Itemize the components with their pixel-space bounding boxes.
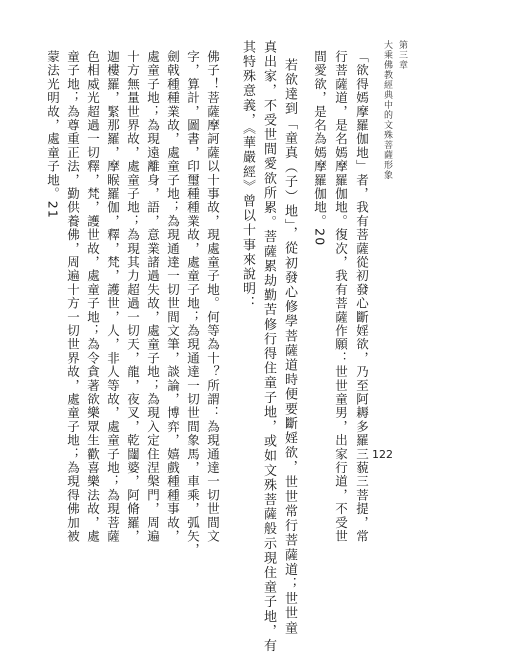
- sutra-line: 蒙法光明故，處童子地。21: [45, 50, 61, 220]
- sutra-line: 迦樓羅，緊那羅，摩睺羅伽，釋，梵，護世，人，非人等故，處童子地；為現菩薩: [105, 50, 121, 544]
- sutra-line: 劍戟種種業故，處童子地；為現通達一切世間文筆，談論，博弈，嬉戲種種事故，: [165, 50, 181, 544]
- body-line: 其特殊意義，《華嚴經》曾以十事來說明：: [240, 40, 255, 311]
- page-number: 122: [372, 448, 393, 461]
- sutra-line: 色相威光超過一切釋，梵，護世故，處童子地；為令貪著欲樂眾生歡喜樂法故，處: [85, 50, 101, 544]
- sutra-line: 字，算計，圖書，印璽種種業故，處童子地；為現通達一切世間象馬，車乘，弧矢，: [185, 50, 201, 557]
- sutra-line: 十方無量世界故，處童子地；為現其力超過一切天，龍，夜叉，乾闥婆，阿脩羅，: [125, 50, 141, 544]
- quote-line: 間愛欲，是名為嫣摩羅伽地。20: [312, 50, 328, 247]
- chapter-label: 第三章: [397, 40, 407, 70]
- body-line: 若欲達到「童真（子）地」，從初發心修學菩薩道時便要斷婬欲，世世常行菩薩道；世世童: [282, 58, 297, 636]
- sutra-line: 佛子！菩薩摩訶薩以十事故，現處童子地。何等為十？所謂：為現通達一切世間文: [205, 50, 221, 544]
- quote-line: 行菩薩道，是名嫣摩羅伽地。復次，我有菩薩作願：世世童男，出家行道，不受世: [333, 50, 349, 544]
- sutra-line: 處童子地；為現遠離身，語，意業諸過失故，處童子地；為現入定住涅槃門，周遍: [145, 50, 161, 544]
- sutra-line: 童子地；為尊重正法，勤供養佛，周遍十方一切世界故，處童子地；為現得佛加被: [65, 50, 81, 544]
- quote-line: 「欲得嫣摩羅伽地」者，我有菩薩從初發心斷婬欲，乃至阿耨多羅三藐三菩提，常: [354, 50, 370, 544]
- running-title: 大乘佛教經典中的文殊菩薩形象: [382, 40, 392, 180]
- body-line: 真出家，不受世間愛欲所累。菩薩累劫勤苦修行得住童子地，或如文殊菩薩般示現住童子地，有: [261, 40, 276, 653]
